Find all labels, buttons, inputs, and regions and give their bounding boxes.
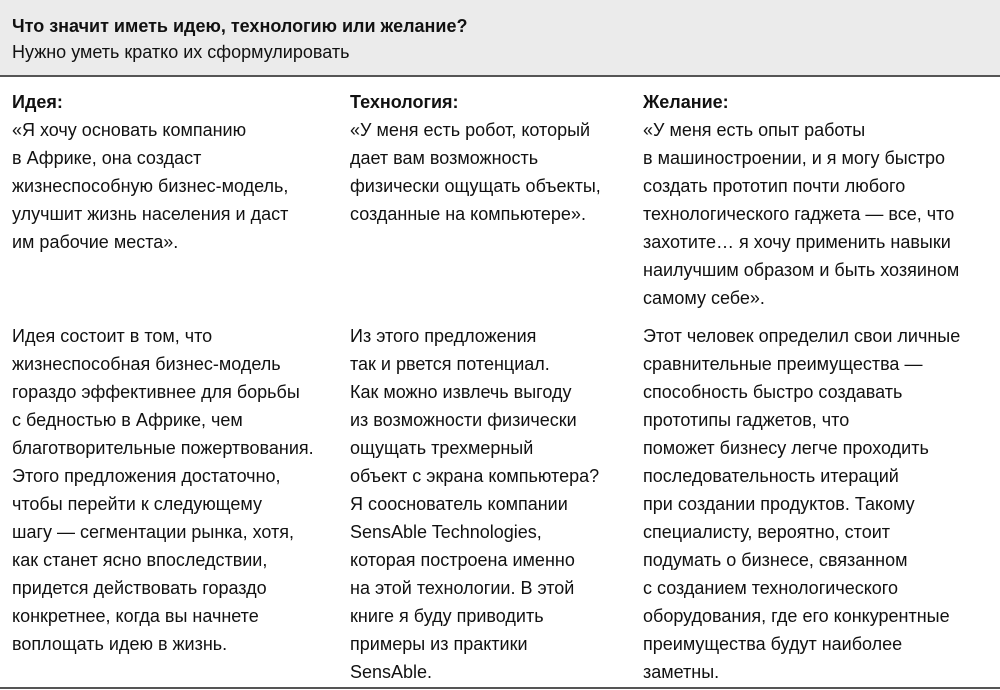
column-heading-technology: Технология: bbox=[350, 92, 459, 112]
bottom-divider bbox=[0, 687, 1000, 689]
column-text-desire: Этот человек определил свои личные сравнительные преимущества — способность быстро создавать прототипы гаджетов, что поможет бизнесу легче проходить последовательность итераций при создании продуктов. Такому специалисту, вероятно, стоит подумать о бизнесе, связанном с созданием технологического оборудования, где его конкурентные преимущества будут наиболее заметны. bbox=[643, 326, 961, 682]
column-quote-idea: «Я хочу основать компанию в Африке, она создаст жизнеспособную бизнес-модель, улучшит жизнь населения и даст им рабочие места». bbox=[12, 120, 289, 252]
table-header bbox=[0, 0, 1000, 75]
column-quote-desire: «У меня есть опыт работы в машиностроении, и я могу быстро создать прототип почти любого технологического гаджета — все, что захотите… я хочу применить навыки наилучшим образом и быть хозяином самому себе». bbox=[643, 120, 960, 308]
table-subtitle: Нужно уметь кратко их сформулировать bbox=[12, 42, 350, 62]
column-heading-desire: Желание: bbox=[643, 92, 729, 112]
column-quote-technology: «У меня есть робот, который дает вам возможность физически ощущать объекты, созданные на компьютере». bbox=[350, 120, 601, 224]
column-text-idea: Идея состоит в том, что жизнеспособная бизнес-модель гораздо эффективнее для борьбы с бедностью в Африке, чем благотворительные пожертвования. Этого предложения достаточно, чтобы перейти к следующему шагу — сегментации рынка, хотя, как станет ясно впоследствии, придется действовать гораздо конкретнее, когда вы начнете воплощать идею в жизнь. bbox=[12, 326, 314, 654]
header-divider bbox=[0, 75, 1000, 77]
column-heading-idea: Идея: bbox=[12, 92, 63, 112]
table-title: Что значит иметь идею, технологию или желание? bbox=[12, 16, 468, 36]
column-text-technology: Из этого предложения так и рвется потенциал. Как можно извлечь выгоду из возможности физически ощущать трехмерный объект с экрана компьютера? Я сооснователь компании SensAble Technologies, которая построена именно на этой технологии. В этой книге я буду приводить примеры из практики SensAble. bbox=[350, 326, 600, 682]
